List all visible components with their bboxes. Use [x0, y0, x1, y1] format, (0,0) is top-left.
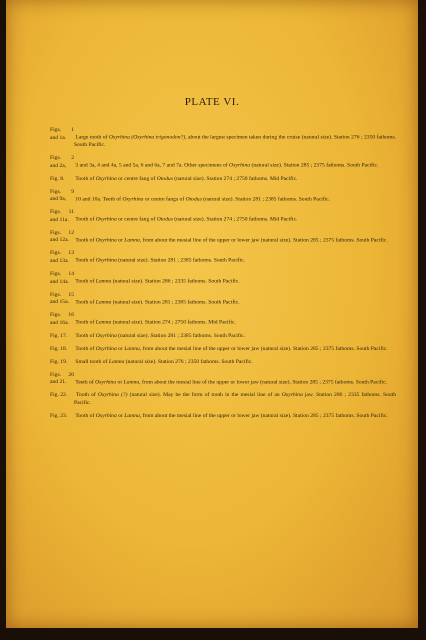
figure-caption — [50, 372, 396, 387]
genus-name: Oxyrhina — [229, 162, 251, 169]
caption-text: Tooth of — [75, 175, 96, 182]
figure-label: Figs. 20 and 21. — [50, 371, 74, 386]
caption-text: , from about the mesial line of the upper or lower jaw (natural size). Station 285 ; 2375 fathoms. South Pacific. — [139, 237, 388, 244]
caption-text: (natural size). May be the form of tooth in the mesial line of an — [127, 392, 282, 399]
caption-text: Tooth of — [75, 332, 96, 339]
figure-caption — [50, 413, 396, 421]
caption-text: Small tooth of — [75, 358, 109, 365]
figure-caption — [50, 333, 396, 341]
caption-text: (natural size). Station 274 ; 2750 fathoms. Mid Pacific. — [172, 216, 298, 223]
figure-captions — [50, 127, 396, 426]
caption-text: (natural size). Station 274 ; 2750 fathoms. Mid Pacific. — [111, 319, 236, 326]
caption-text: 10 and 10a. Teeth of — [75, 196, 123, 203]
caption-text: (natural size). Station 281 ; 2385 fathoms. South Pacific. — [116, 258, 246, 265]
genus-name: Oxyrhina — [122, 196, 144, 203]
genus-name: Otodus — [156, 175, 173, 182]
figure-caption — [50, 230, 396, 245]
figure-label: Fig. 18. — [50, 345, 68, 352]
genus-name: Lamna — [108, 358, 125, 365]
genus-name: Oxyrhina — [95, 237, 117, 244]
genus-name: Oxyrhina — [95, 216, 117, 223]
caption-text: or centre fang of — [116, 216, 157, 223]
caption-text: Large tooth of — [75, 134, 109, 141]
genus-name: Lamna — [95, 278, 112, 285]
figure-caption — [50, 292, 396, 307]
genus-name: Otodus — [185, 196, 202, 203]
genus-name: Oxyrhina — [95, 258, 117, 265]
figure-caption — [50, 176, 396, 184]
caption-text: 3 and 3a, 4 and 4a, 5 and 5a, 6 and 6a, 7 and 7a. Other specimens of — [75, 162, 230, 169]
caption-text: (natural size). Station 274 ; 2750 fathoms. Mid Pacific. — [172, 175, 298, 182]
genus-name: Lamna — [124, 237, 140, 244]
figure-label: Figs. 16 and 16a. — [50, 312, 74, 326]
genus-name: Otodus — [156, 216, 173, 223]
genus-name: Oxyrhina — [281, 392, 303, 399]
caption-text: , from about the mesial line of the upper or lower jaw (natural size). Station 285 ; 2375 fathoms. South Pacific. — [139, 379, 388, 386]
genus-name: Oxyrhina — [95, 175, 117, 182]
caption-text: Tooth of — [76, 392, 98, 399]
figure-label: Fig. 8. — [50, 175, 65, 182]
figure-caption — [50, 209, 396, 224]
caption-text: , about the largest specimen taken during the cruise (natural size). Station 276 ; 2350 fathoms. South Pacific. — [74, 134, 397, 149]
genus-name: Oxyrhina — [95, 412, 117, 419]
caption-text: Tooth of — [75, 216, 96, 223]
figure-caption — [50, 250, 396, 265]
caption-text: or centre fang of — [116, 175, 157, 182]
caption-text: jaw. Station 286 ; 2335 fathoms. South Pacific. — [74, 392, 397, 406]
genus-name: Oxyrhina — [95, 379, 117, 386]
genus-name: Lamna — [95, 319, 112, 326]
caption-text: (natural size). Station 281 ; 2385 fathoms. South Pacific. — [201, 196, 331, 203]
caption-text: Tooth of — [75, 345, 96, 352]
figure-caption — [50, 359, 396, 367]
figure-caption — [50, 271, 396, 286]
genus-name: Lamna — [124, 345, 140, 352]
figure-label: Figs. 9 and 9a, — [50, 188, 74, 203]
figure-caption — [50, 127, 396, 150]
caption-text: (natural size). Station 281 ; 2385 fathoms. South Pacific. — [111, 299, 240, 306]
document-page — [6, 0, 418, 628]
figure-label: Fig. 19. — [50, 358, 68, 365]
caption-text: or centre fangs of — [143, 196, 186, 203]
figure-label: Figs. 15 and 15a. — [50, 291, 74, 306]
caption-text: or — [116, 412, 125, 419]
caption-text: Tooth of — [75, 412, 96, 419]
caption-text: Tooth of — [75, 237, 96, 244]
genus-name: Lamna — [123, 379, 140, 386]
caption-text: Tooth of — [75, 278, 96, 285]
caption-text: or — [116, 345, 125, 352]
caption-text: (natural size). Station 286 ; 2335 fathoms. South Pacific. — [111, 278, 240, 285]
caption-text: Teeth of — [75, 379, 96, 386]
figure-caption — [50, 312, 396, 327]
figure-label: Figs. 14 and 14a. — [50, 271, 74, 285]
caption-text: Tooth of — [75, 258, 96, 265]
figure-label: Fig. 22. — [50, 392, 68, 399]
figure-label: Figs. 1 and 1a. — [50, 127, 74, 141]
caption-text: or — [116, 379, 124, 386]
caption-text: (natural size). Station 281 ; 2385 fathoms. South Pacific. — [116, 332, 246, 339]
genus-name: Oxyrhina (Oxyrhina trigonodon?) — [108, 134, 186, 141]
genus-name: Lamna — [124, 412, 140, 419]
figure-label: Figs. 2 and 2a, — [50, 155, 74, 169]
figure-caption — [50, 346, 396, 354]
figure-caption — [50, 189, 396, 204]
figure-label: Figs. 12 and 12a. — [50, 229, 74, 244]
figure-caption — [50, 155, 396, 170]
caption-text: Tooth of — [75, 299, 96, 306]
caption-text: (natural size). Station 276 ; 2350 fathoms. South Pacific. — [124, 358, 253, 365]
figure-label: Figs. 13 and 13a. — [50, 250, 74, 265]
plate-title: PLATE VI. — [184, 96, 240, 108]
genus-name: Lamna — [95, 299, 112, 306]
caption-text: , from about the mesial line of the upper or lower jaw (natural size). Station 285 ; 2375 fathoms. South Pacific. — [139, 412, 388, 419]
caption-text: (natural size). Station 285 ; 2375 fathoms. South Pacific. — [250, 162, 379, 169]
figure-label: Fig. 17. — [50, 332, 68, 339]
figure-caption — [50, 392, 396, 407]
caption-text: or — [116, 237, 125, 244]
figure-label: Figs. 11 and 11a. — [50, 209, 74, 223]
figure-label: Fig. 23. — [50, 412, 68, 419]
genus-name: Oxyrhina — [95, 332, 117, 339]
genus-name: Oxyrhina — [95, 345, 117, 352]
genus-name: Oxyrhina (?) — [97, 392, 128, 399]
caption-text: , from about the mesial line of the upper or lower jaw (natural size). Station 285 ; 2375 fathoms. South Pacific. — [139, 345, 388, 352]
caption-text: Tooth of — [75, 319, 96, 326]
